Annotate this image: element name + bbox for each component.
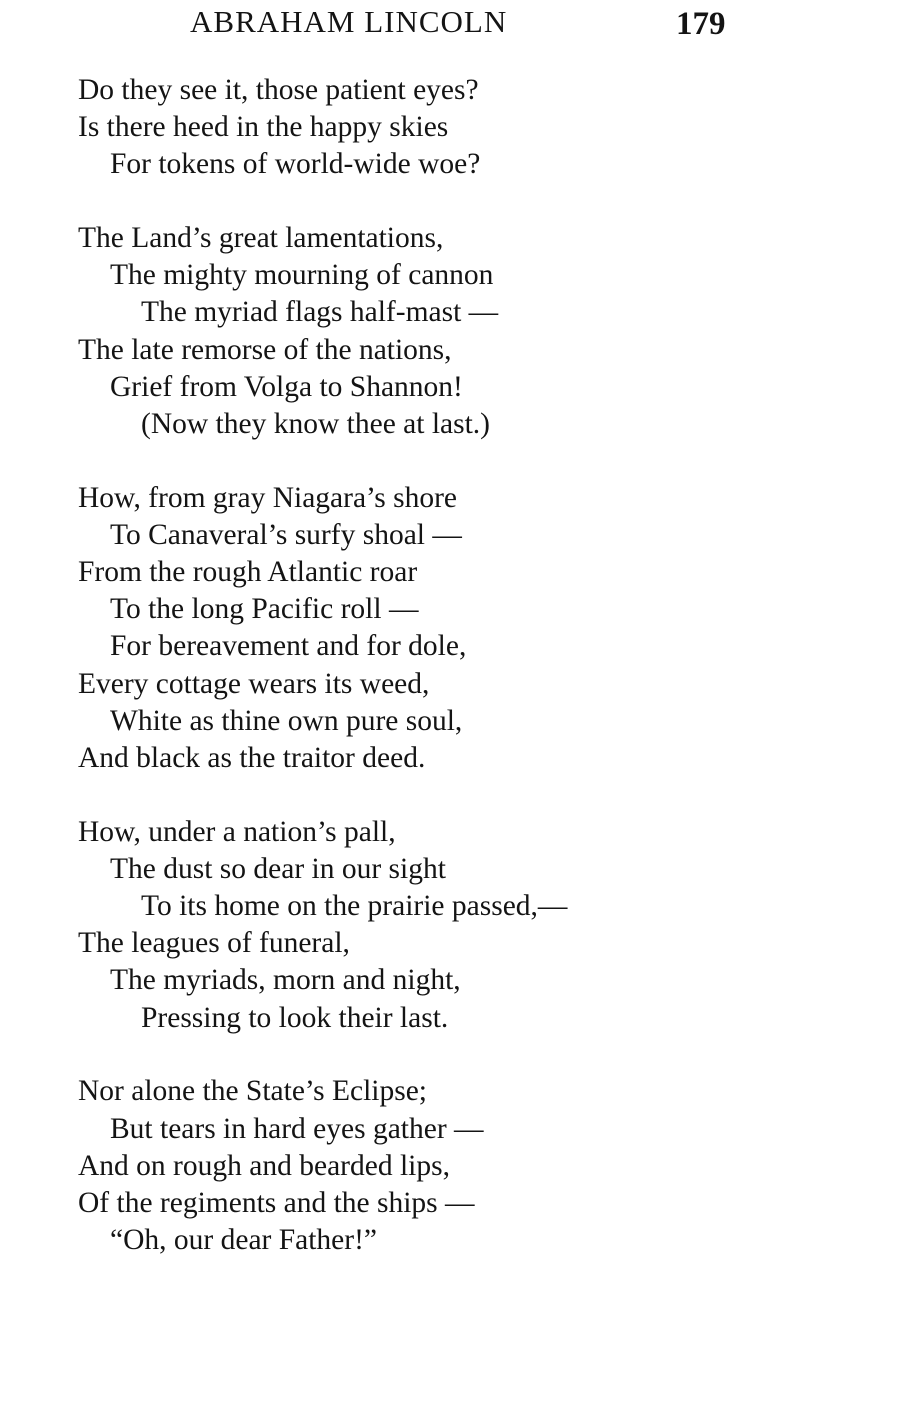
poem-line: Nor alone the State’s Eclipse; xyxy=(78,1075,427,1108)
poem-line: To its home on the prairie passed,— xyxy=(141,890,568,923)
poem-line: Grief from Volga to Shannon! xyxy=(110,370,463,403)
poem-line: The myriad flags half-mast — xyxy=(141,296,499,329)
stanza xyxy=(78,1073,878,1259)
poem-line: The myriads, morn and night, xyxy=(110,964,461,997)
poem-line: The dust so dear in our sight xyxy=(110,852,446,885)
stanza xyxy=(78,814,878,1037)
poem-line: From the rough Atlantic roar xyxy=(78,556,418,589)
poem-line: And black as the traitor deed. xyxy=(78,742,426,774)
poem-line: “Oh, our dear Father!” xyxy=(110,1224,378,1257)
running-head: ABRAHAM LINCOLN xyxy=(190,4,508,39)
poem-line: For bereavement and for dole, xyxy=(110,630,467,663)
stanza xyxy=(78,72,878,184)
poem-line: How, under a nation’s pall, xyxy=(78,815,396,848)
poem-line: The Land’s great lamentations, xyxy=(78,222,444,255)
poem-line: The mighty mourning of cannon xyxy=(110,259,494,292)
poem-line: To Canaveral’s surfy shoal — xyxy=(110,518,462,551)
poem-line: And on rough and bearded lips, xyxy=(78,1149,450,1182)
poem-line: To the long Pacific roll — xyxy=(110,593,419,626)
page-number: 179 xyxy=(676,6,726,42)
poem-line: How, from gray Niagara’s shore xyxy=(78,481,458,514)
poem-line: White as thine own pure soul, xyxy=(110,704,463,737)
poem-line: For tokens of world-wide woe? xyxy=(110,148,481,181)
poem-line: Do they see it, those patient eyes? xyxy=(78,74,479,106)
poem-line: Of the regiments and the ships — xyxy=(78,1186,475,1219)
poem-line: The leagues of funeral, xyxy=(78,927,350,960)
poem-line: But tears in hard eyes gather — xyxy=(110,1112,484,1145)
stanza xyxy=(78,220,878,443)
poem-line: (Now they know thee at last.) xyxy=(141,408,490,440)
poem-line: Every cottage wears its weed, xyxy=(78,667,430,700)
poem-line: Is there heed in the happy skies xyxy=(78,111,449,144)
poem-line: The late remorse of the nations, xyxy=(78,333,452,366)
poem xyxy=(78,72,878,1296)
stanza xyxy=(78,480,878,778)
poem-line: Pressing to look their last. xyxy=(141,1001,449,1034)
